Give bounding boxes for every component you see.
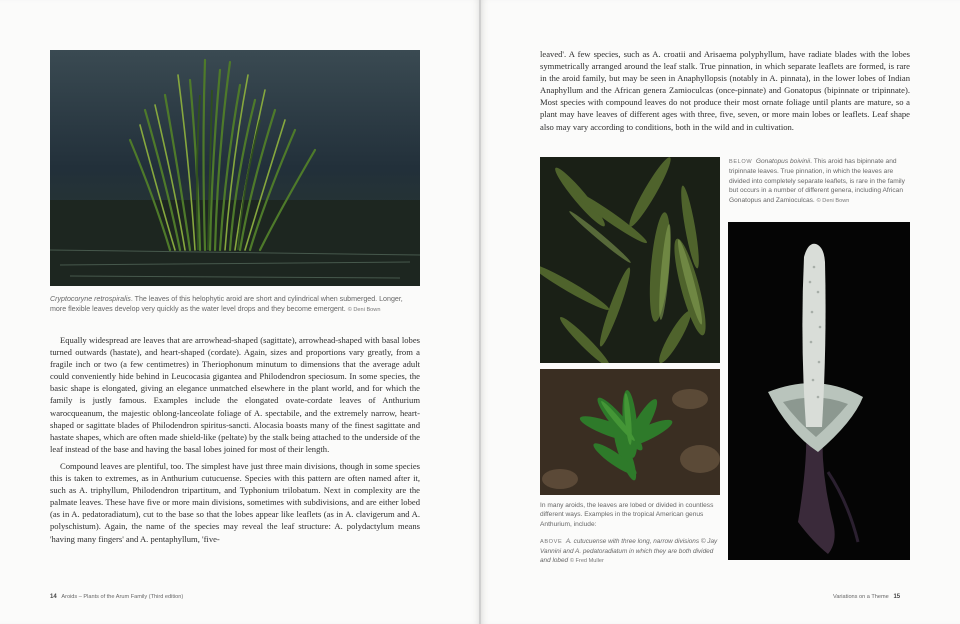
- caption-credit: © Deni Bown: [347, 307, 381, 314]
- caption-label: ABOVE: [540, 539, 563, 545]
- caption-label: BELOW: [729, 159, 753, 165]
- main-caption: [540, 501, 720, 529]
- body-paragraph: Compound leaves are plentiful, too. The simplest have just three main divisions, though in some species this is taken to extremes, as in Anthurium cutucuense. Species with this pattern are often named after it, such as A. triphyllum, Philodendron tripartitum, and Typhonium trilobatum. Next in complexity are the palmate leaves. These have five or more main divisions, sometimes with subdivisions, and are either lobed (as in A. pedatoradiatum), cut to the base so that the lobes appear like leaflets (as in A. clavigerum and A. polyschistum). Again, the name of the species may reveal the leaf structure: A. polydactylum means 'having many fingers' and A. pentaphyllum, 'five-: [50, 460, 420, 544]
- left-photo-caption: [50, 294, 420, 315]
- page-number: 14: [50, 594, 57, 600]
- caption-credit: © Fred Muller: [569, 558, 604, 565]
- caption-credit: © Deni Bown: [816, 197, 850, 204]
- right-body-text: [540, 48, 910, 133]
- page-number: 15: [893, 594, 901, 600]
- body-paragraph: Equally widespread are leaves that are arrowhead-shaped (sagittate), arrowhead-shaped with basal lobes turned outwards (hastate), and heart-shaped (cordate). Again, sizes and proportions vary greatly, from a fragile inch or two (a few centimetres) in Theriophonum minutum to dimensions that the average adult could conveniently hide behind in Leucocasia gigantea and Philodendron speciosum. In some species, the basic shape is elongated, giving an elegance unmatched elsewhere in the plant world, and for which the family is justly famous. Examples include the elongated ovate-cordate leaves of Anthurium warocqueanum, the majestic oblong-lanceolate foliage of A. spectabile, and the extremely narrow, heart-shaped or sagittate blades of Philodendron spiritus-sancti. Alocasia boasts many of the finest sagittate and hastate shapes, which are often made shield-like (peltate) by the stalk being attached to the underside of the leaf instead of the base and having the basal lobes joined for most of their length.: [50, 335, 420, 454]
- body-paragraph: leaved'. A few species, such as A. croatii and Arisaema polyphyllum, have radiate blades with the lobes symmetrically arranged around the leaf stalk. True pinnation, in which separate leaflets are formed, is rare in the aroid family, but may be seen in Anaphyllopsis (notably in A. pinnata), in the lower lobes of Indian Anaphyllum and the African genera Zamioculcas (once-pinnate) and Gonatopus (bipinnate or tripinnate). Most species with compound leaves do not produce their most ornate foliage until plants are mature, so a plant may have leaves of different ages with three, five, seven, or more main lobes or leaflets. Leaf shape also may vary according to conditions, both in the wild and in cultivation.: [540, 49, 910, 132]
- left-body-text: [50, 334, 420, 545]
- caption-text: A. cutucuense with three long, narrow divisions © Jay Vannini and A. pedatoradiatum in which they are both divided and lobed: [540, 538, 718, 565]
- caption-text: . The leaves of this helophytic aroid are short and cylindrical when submerged. Longer, more flexible leaves develop very quickly as the water level drops and they become emergent.: [50, 295, 403, 314]
- right-page: [481, 0, 960, 624]
- below-caption: [729, 157, 911, 206]
- right-footer: [833, 594, 900, 600]
- running-title: Aroids – Plants of the Arum Family (Third edition): [61, 594, 184, 600]
- gonatopus-photo: [540, 157, 720, 363]
- anthurium-cutucuense-photo: [540, 369, 720, 495]
- above-caption: [540, 537, 720, 567]
- caption-text: . This aroid has bipinnate and tripinnate leaves. True pinnation, in which the leaves are divided into completely separate leaflets, is rare in the family but occurs in a number of different genera, including African Gonatopus and Zamioculcas.: [729, 158, 905, 204]
- caption-species: Gonatopus boivinii: [755, 158, 811, 165]
- caption-species: Cryptocoryne retrospiralis: [50, 295, 131, 303]
- caption-text: In many aroids, the leaves are lobed or divided in countless different ways. Examples in the tropical American genus Anthurium, include:: [540, 502, 714, 528]
- anthurium-pedatoradiatum-photo: [728, 222, 910, 560]
- cryptocoryne-photo: [50, 50, 420, 286]
- running-title: Variations on a Theme: [833, 594, 889, 600]
- left-footer: [50, 594, 183, 600]
